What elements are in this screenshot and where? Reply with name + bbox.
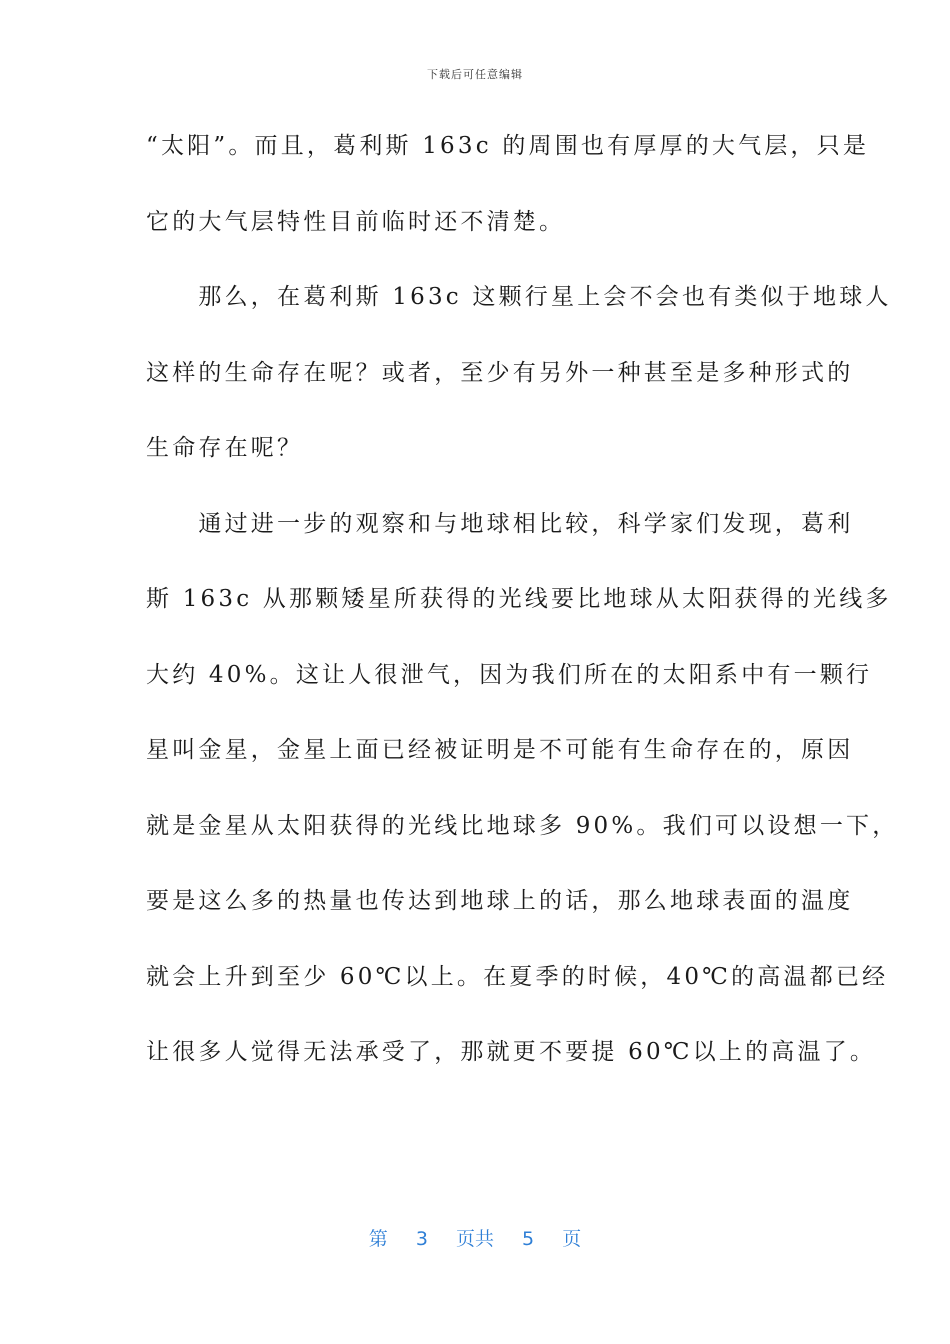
text-line: 要是这么多的热量也传达到地球上的话，那么地球表面的温度 xyxy=(146,888,854,914)
page-header: 下载后可任意编辑 xyxy=(427,68,523,81)
text-line: 这样的生命存在呢？或者，至少有另外一种甚至是多种形式的 xyxy=(146,359,854,386)
text-line: “太阳”。而且，葛利斯 163c 的周围也有厚厚的大气层，只是 xyxy=(146,133,870,159)
text-line: 星叫金星，金星上面已经被证明是不可能有生命存在的，原因 xyxy=(146,737,854,763)
text-line: 通过进一步的观察和与地球相比较，科学家们发现，葛利 xyxy=(146,510,854,537)
text-line: 大约 40%。这让人很泄气，因为我们所在的太阳系中有一颗行 xyxy=(146,661,873,688)
text-line: 就会上升到至少 60℃以上。在夏季的时候，40℃的高温都已经 xyxy=(146,963,889,990)
page-label-suffix: 页 xyxy=(562,1228,582,1250)
page-label-prefix: 第 xyxy=(368,1228,388,1250)
text-line: 那么，在葛利斯 163c 这颗行星上会不会也有类似于地球人 xyxy=(146,284,892,310)
text-line: 斯 163c 从那颗矮星所获得的光线要比地球从太阳获得的光线多 xyxy=(146,586,892,612)
total-pages-number: 5 xyxy=(522,1228,535,1250)
text-line: 就是金星从太阳获得的光线比地球多 90%。我们可以设想一下， xyxy=(146,812,899,839)
document-body xyxy=(146,120,899,1102)
text-line: 生命存在呢？ xyxy=(146,435,304,461)
text-line: 它的大气层特性目前临时还不清楚。 xyxy=(146,208,566,235)
text-line: 让很多人觉得无法承受了，那就更不要提 60℃以上的高温了。 xyxy=(146,1039,877,1065)
current-page-number: 3 xyxy=(415,1228,428,1250)
page-footer xyxy=(0,1224,950,1251)
page-label-mid: 页共 xyxy=(455,1228,494,1250)
